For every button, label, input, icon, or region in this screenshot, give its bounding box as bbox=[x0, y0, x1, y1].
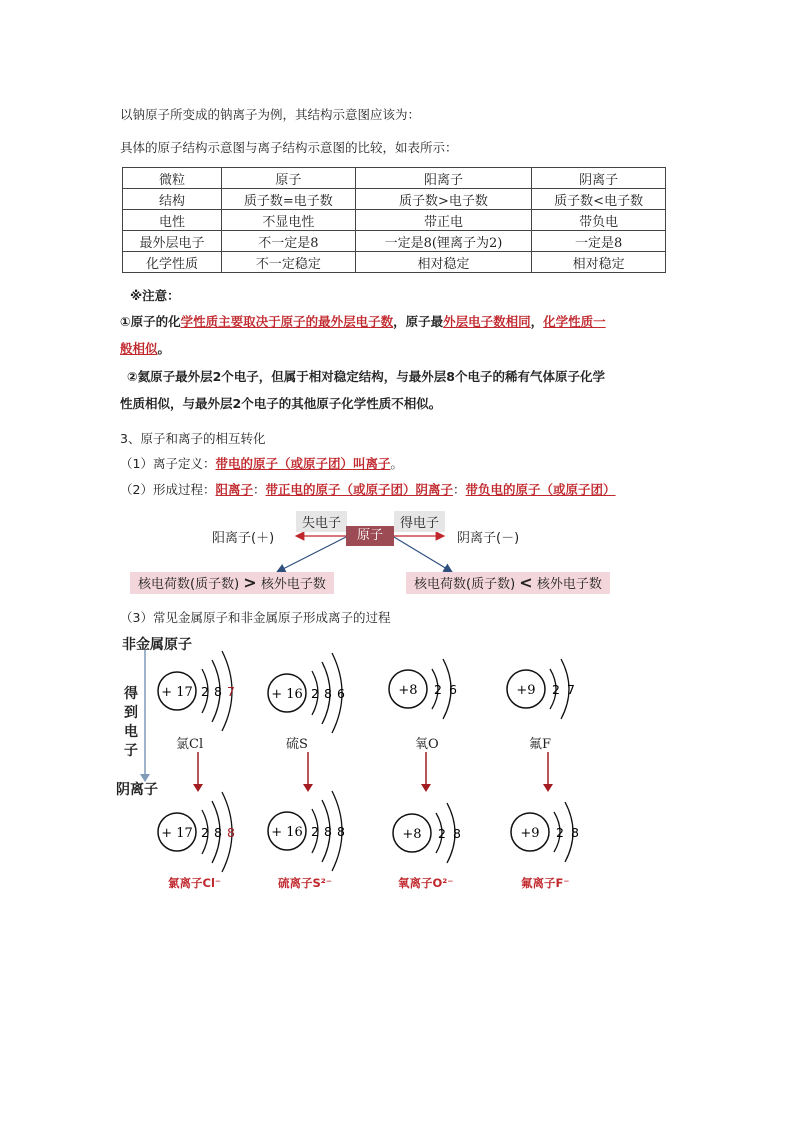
note-highlight: 化学性质一 bbox=[543, 314, 606, 329]
nucleus-charge: +8 bbox=[398, 683, 418, 698]
note-text: 。 bbox=[157, 341, 171, 356]
atom-box: 原子 bbox=[346, 526, 394, 546]
table-row bbox=[123, 231, 666, 252]
form-cation-def: 带正电的原子（或原子团） bbox=[265, 482, 416, 497]
note-text: ，原子最 bbox=[393, 314, 444, 329]
transform-arrows bbox=[193, 752, 553, 792]
structure-diagrams bbox=[0, 640, 794, 880]
outer-shell-count: 8 bbox=[571, 825, 579, 840]
table-cell: 一定是8 bbox=[532, 231, 666, 252]
shell-count: 2 bbox=[438, 826, 446, 841]
outer-shell-count: 7 bbox=[227, 684, 235, 699]
table-cell: 结构 bbox=[123, 189, 222, 210]
shell-count: 2 bbox=[434, 682, 442, 697]
shell-count: 8 bbox=[214, 684, 222, 699]
outer-shell-count: 6 bbox=[337, 686, 345, 701]
gain-down-arrowhead bbox=[140, 774, 150, 782]
atom-symbol-o: 氧O bbox=[415, 737, 439, 752]
gain-electron-tag: 得电子 bbox=[394, 511, 445, 532]
table-cell: 带负电 bbox=[532, 210, 666, 231]
table-cell: 质子数>电子数 bbox=[355, 189, 532, 210]
table-cell: 质子数<电子数 bbox=[532, 189, 666, 210]
nucleus-charge: +9 bbox=[520, 826, 540, 841]
vertical-char: 子 bbox=[124, 743, 138, 759]
shell-count: 8 bbox=[324, 824, 332, 839]
table-row bbox=[123, 189, 666, 210]
ion-diagram-f bbox=[511, 802, 579, 862]
note-highlight: 外层电子数相同 bbox=[443, 314, 531, 329]
relation-term: 核外电子数 bbox=[260, 577, 326, 592]
note-1-line-1 bbox=[120, 312, 606, 330]
table-cell: 质子数=电子数 bbox=[222, 189, 356, 210]
atom-diagram-f bbox=[507, 659, 575, 719]
outer-shell-count: 6 bbox=[449, 682, 457, 697]
table-cell: 带正电 bbox=[355, 210, 532, 231]
form-cation: 阳离子 bbox=[215, 482, 253, 497]
shell-count: 2 bbox=[201, 684, 209, 699]
table-cell: 不显电性 bbox=[222, 210, 356, 231]
table-row bbox=[123, 210, 666, 231]
nucleus-charge: +8 bbox=[402, 827, 422, 842]
table-cell: 微粒 bbox=[123, 168, 222, 189]
def-text: 带电的原子（或原子团）叫离子 bbox=[215, 456, 391, 471]
shell-count: 2 bbox=[552, 682, 560, 697]
atom-symbol-s: 硫S bbox=[286, 737, 308, 752]
form-prefix: （2）形成过程： bbox=[120, 482, 216, 497]
form-colon: ： bbox=[453, 482, 466, 497]
nucleus-charge: + 16 bbox=[271, 825, 303, 840]
atom-diagram-o bbox=[389, 659, 457, 719]
table-cell: 相对稳定 bbox=[532, 252, 666, 273]
def-prefix: （1）离子定义： bbox=[120, 456, 216, 471]
outer-shell-count: 8 bbox=[227, 825, 235, 840]
table-cell: 不一定稳定 bbox=[222, 252, 356, 273]
relation-term: 核电荷数(质子数) bbox=[414, 577, 516, 592]
atom-diagram-cl bbox=[158, 651, 235, 731]
relation-operator: < bbox=[519, 573, 533, 592]
lose-electron-tag: 失电子 bbox=[296, 511, 347, 532]
to-cation-arrow bbox=[277, 537, 346, 572]
section-3-3-title: （3）常见金属原子和非金属原子形成离子的过程 bbox=[120, 610, 391, 625]
table-cell: 相对稳定 bbox=[355, 252, 532, 273]
cation-label: 阳离子(＋) bbox=[212, 531, 275, 546]
table-cell: 一定是8(锂离子为2) bbox=[355, 231, 532, 252]
outer-shell-count: 8 bbox=[337, 824, 345, 839]
nucleus-charge: +9 bbox=[516, 683, 536, 698]
shell-count: 2 bbox=[556, 825, 564, 840]
anion-section-label: 阴离子 bbox=[116, 782, 158, 798]
intro-line-1: 以钠原子所变成的钠离子为例，其结构示意图应该为： bbox=[120, 107, 421, 122]
table-cell: 不一定是8 bbox=[222, 231, 356, 252]
outer-shell-count: 7 bbox=[567, 682, 575, 697]
note-highlight: 般相似 bbox=[120, 341, 158, 356]
atom-diagram-s bbox=[268, 653, 345, 733]
form-anion: 阴离子 bbox=[415, 482, 454, 497]
note-text: ， bbox=[530, 314, 544, 329]
table-cell: 阴离子 bbox=[532, 168, 666, 189]
note-text: ①原子的化 bbox=[120, 314, 181, 329]
ion-label-o: 氧离子O²⁻ bbox=[398, 876, 454, 890]
note-1-line-2 bbox=[120, 339, 170, 357]
relation-term: 核电荷数(质子数) bbox=[138, 577, 240, 592]
vertical-char: 得 bbox=[124, 686, 138, 702]
shell-count: 2 bbox=[311, 686, 319, 701]
ion-formation bbox=[120, 480, 616, 498]
section-3-title: 3、原子和离子的相互转化 bbox=[120, 431, 266, 446]
comparison-table bbox=[122, 167, 666, 273]
table-cell: 最外层电子 bbox=[123, 231, 222, 252]
shell-count: 2 bbox=[201, 825, 209, 840]
cation-relation-box bbox=[130, 572, 334, 594]
outer-shell-count: 8 bbox=[453, 826, 461, 841]
atom-symbol-f: 氟F bbox=[529, 737, 552, 752]
anion-relation-box bbox=[406, 572, 610, 594]
def-end: 。 bbox=[390, 456, 403, 471]
vertical-char: 到 bbox=[124, 705, 138, 721]
ion-diagram-cl bbox=[158, 792, 235, 872]
shell-count: 8 bbox=[214, 825, 222, 840]
ion-label-cl: 氯离子Cl⁻ bbox=[168, 876, 221, 890]
nucleus-charge: + 17 bbox=[161, 826, 193, 841]
anion-label: 阴离子(－) bbox=[457, 531, 520, 546]
nucleus-charge: + 16 bbox=[271, 687, 303, 702]
notes-title: ※注意： bbox=[130, 288, 180, 303]
ion-definition bbox=[120, 454, 403, 472]
vertical-char: 电 bbox=[124, 724, 138, 740]
intro-line-2: 具体的原子结构示意图与离子结构示意图的比较，如表所示： bbox=[120, 140, 458, 155]
note-highlight: 学性质主要取决于原子的最外层电子数 bbox=[180, 314, 394, 329]
shell-count: 2 bbox=[311, 824, 319, 839]
table-row bbox=[123, 168, 666, 189]
nucleus-charge: + 17 bbox=[161, 685, 193, 700]
note-2-line-1: ②氦原子最外层2个电子，但属于相对稳定结构，与最外层8个电子的稀有气体原子化学 bbox=[127, 369, 605, 384]
ion-label-s: 硫离子S²⁻ bbox=[278, 876, 332, 890]
note-2-line-2: 性质相似，与最外层2个电子的其他原子化学性质不相似。 bbox=[120, 396, 442, 411]
ion-label-f: 氟离子F⁻ bbox=[521, 876, 570, 890]
ion-diagram-o bbox=[393, 803, 461, 863]
atom-symbol-cl: 氯Cl bbox=[176, 737, 204, 752]
form-anion-def: 带负电的原子（或原子团） bbox=[465, 482, 616, 497]
to-anion-arrow bbox=[394, 537, 452, 572]
table-cell: 原子 bbox=[222, 168, 356, 189]
form-colon: ： bbox=[252, 482, 266, 497]
nonmetal-atom-label: 非金属原子 bbox=[122, 637, 192, 653]
relation-operator: > bbox=[243, 573, 257, 592]
relation-term: 核外电子数 bbox=[536, 577, 602, 592]
table-cell: 化学性质 bbox=[123, 252, 222, 273]
shell-count: 8 bbox=[324, 686, 332, 701]
table-cell: 电性 bbox=[123, 210, 222, 231]
table-row bbox=[123, 252, 666, 273]
table-cell: 阳离子 bbox=[355, 168, 532, 189]
ion-diagram-s bbox=[268, 791, 345, 871]
